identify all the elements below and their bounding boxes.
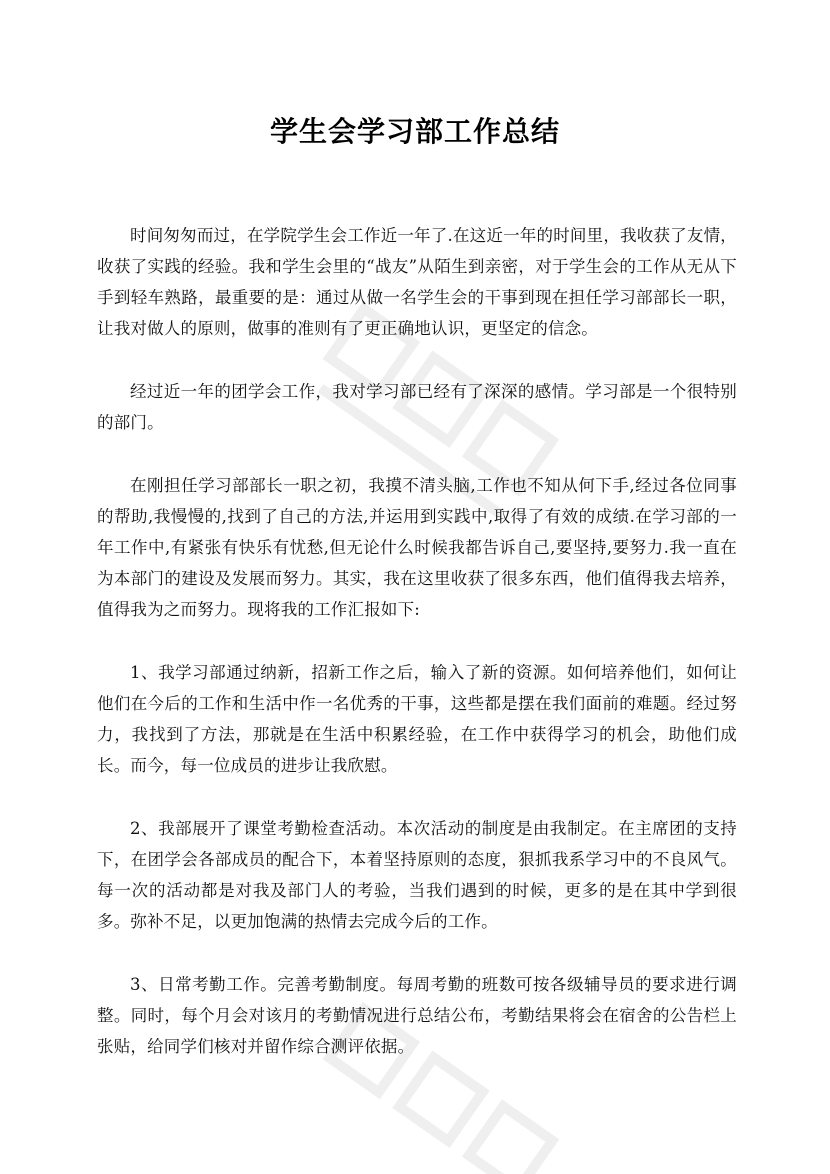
document-body (97, 220, 737, 1094)
paragraph: 2、我部展开了课堂考勤检查活动。本次活动的制度是由我制定。在主席团的支持下，在团学会各部成员的配合下，本着坚持原则的态度，狠抓我系学习中的不良风气。每一次的活动都是对我及部门人的考验，当我们遇到的时候，更多的是在其中学到很多。弥补不足，以更加饱满的热情去完成今后的工作。 (97, 819, 737, 931)
paragraph: 3、日常考勤工作。完善考勤制度。每周考勤的班数可按各级辅导员的要求进行调整。同时，每个月会对该月的考勤情况进行总结公布，考勤结果将会在宿舍的公告栏上张贴，给同学们核对并留作综合测评依据。 (97, 975, 737, 1056)
paragraph: 时间匆匆而过，在学院学生会工作近一年了.在这近一年的时间里，我收获了友情，收获了实践的经验。我和学生会里的“战友”从陌生到亲密，对于学生会的工作从无从下手到轻车熟路，最重要的是：通过从做一名学生会的干事到现在担任学习部部长一职，让我对做人的原则，做事的准则有了更正确地认识，更坚定的信念。 (97, 226, 737, 338)
page-title: 学生会学习部工作总结 (269, 115, 560, 148)
paragraph: 经过近一年的团学会工作，我对学习部已经有了深深的感情。学习部是一个很特别的部门。 (97, 382, 737, 432)
paragraph: 1、我学习部通过纳新，招新工作之后，输入了新的资源。如何培养他们，如何让他们在今后的工作和生活中作一名优秀的干事，这些都是摆在我们面前的难题。经过努力，我找到了方法，那就是在生活中积累经验，在工作中获得学习的机会，助他们成长。而今，每一位成员的进步让我欣慰。 (97, 663, 737, 775)
paragraph: 在刚担任学习部部长一职之初，我摸不清头脑,工作也不知从何下手,经过各位同事的帮助,我慢慢的,找到了自己的方法,并运用到实践中,取得了有效的成绩.在学习部的一年工作中,有紧张有快乐有忧愁,但无论什么时候我都告诉自己,要坚持,要努力.我一直在为本部门的建设及发展而努力。其实，我在这里收获了很多东西，他们值得我去培养，值得我为之而努力。现将我的工作汇报如下: (97, 476, 737, 619)
